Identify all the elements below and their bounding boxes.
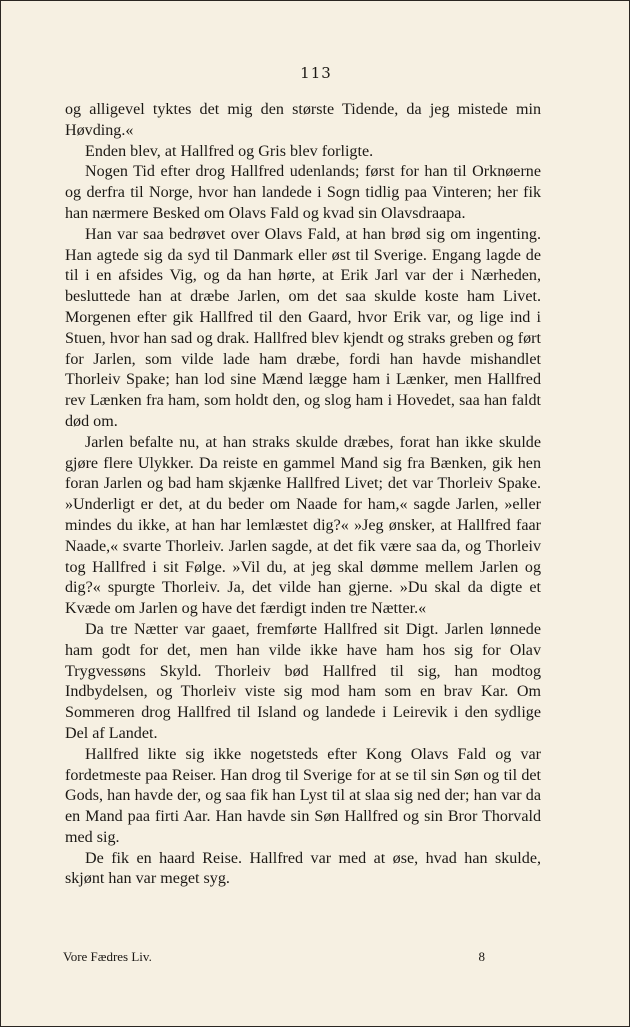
paragraph: Han var saa bedrøvet over Olavs Fald, at han brød sig om ingenting. Han agtede sig da syd til Danmark eller øst til Sverige. Engang lagde de til i en afsides Vig, og da han hørte, at Erik Jarl var der i Nærheden, besluttede han at dræbe Jarlen, om det saa skulde koste ham Livet. Morgenen efter gik Hallfred til den Gaard, hvor Erik var, og lige ind i Stuen, hvor han sad og drak. Hallfred blev kjendt og straks greben og ført for Jarlen, som vilde lade ham dræbe, fordi han havde mishandlet Thorleiv Spake; han lod sine Mænd lægge ham i Lænker, men Hallfred rev Lænken fra ham, som holdt den, og slog ham i Hovedet, saa han faldt død om. bbox=[65, 225, 541, 430]
paragraph: De fik en haard Reise. Hallfred var med at øse, hvad han skulde, skjønt han var meget syg. bbox=[65, 849, 541, 888]
paragraph: Enden blev, at Hallfred og Gris blev forligte. bbox=[85, 142, 374, 160]
paragraph: og alligevel tyktes det mig den største Tidende, da jeg mistede min Høvding.« bbox=[65, 101, 541, 139]
paragraph: Da tre Nætter var gaaet, fremførte Hallfred sit Digt. Jarlen lønnede ham godt for det, men han vilde ikke have ham hos sig for Olav Trygvessøns Skyld. Thorleiv bød Hallfred til sig, han modtog Indbydelsen, og Thorleiv viste sig mod ham som en brav Kar. Om Sommeren drog Hallfred til Island og landede i Leirevik i den sydlige Del af Landet. bbox=[65, 620, 541, 742]
paragraph: Hallfred likte sig ikke nogetsteds efter Kong Olavs Fald og var fordetmeste paa Reiser. Han drog til Sverige for at se til sin Søn og til det Gods, han havde der, og saa fik han Lyst til at slaa sig ned der; han var da en Mand paa firti Aar. Han havde sin Søn Hallfred og sin Bror Thorvald med sig. bbox=[65, 745, 541, 846]
paragraph: Jarlen befalte nu, at han straks skulde dræbes, forat han ikke skulde gjøre flere Ulykker. Da reiste en gammel Mand sig fra Bænken, gik hen foran Jarlen og bad ham skjænke Hallfred Livet; det var Thorleiv Spake. »Underligt er det, at du beder om Naade for ham,« sagde Jarlen, »eller mindes du ikke, at han har lemlæstet dig?« »Jeg ønsker, at Hallfred faar Naade,« svarte Thorleiv. Jarlen sagde, at det fik være saa da, og Thorleiv tog Hallfred i sit Følge. »Vil du, at jeg skal dømme mellem Jarlen og dig?« spurgte Thorleiv. Ja, det vilde han gjerne. »Du skal da digte et Kvæde om Jarlen og have det færdigt inden tre Nætter.« bbox=[65, 433, 541, 618]
running-title: Vore Fædres Liv. bbox=[63, 949, 152, 964]
signature-mark: 8 bbox=[478, 949, 485, 964]
paragraph: Nogen Tid efter drog Hallfred udenlands; først for han til Orknøerne og derfra til Norge, hvor han landede i Sogn tidlig paa Vinteren; her fik han nærmere Besked om Olavs Fald og kvad sin Olavsdraapa. bbox=[65, 163, 541, 222]
page-number: 113 bbox=[300, 64, 332, 82]
page-footer bbox=[63, 949, 485, 965]
body-text bbox=[65, 100, 541, 890]
